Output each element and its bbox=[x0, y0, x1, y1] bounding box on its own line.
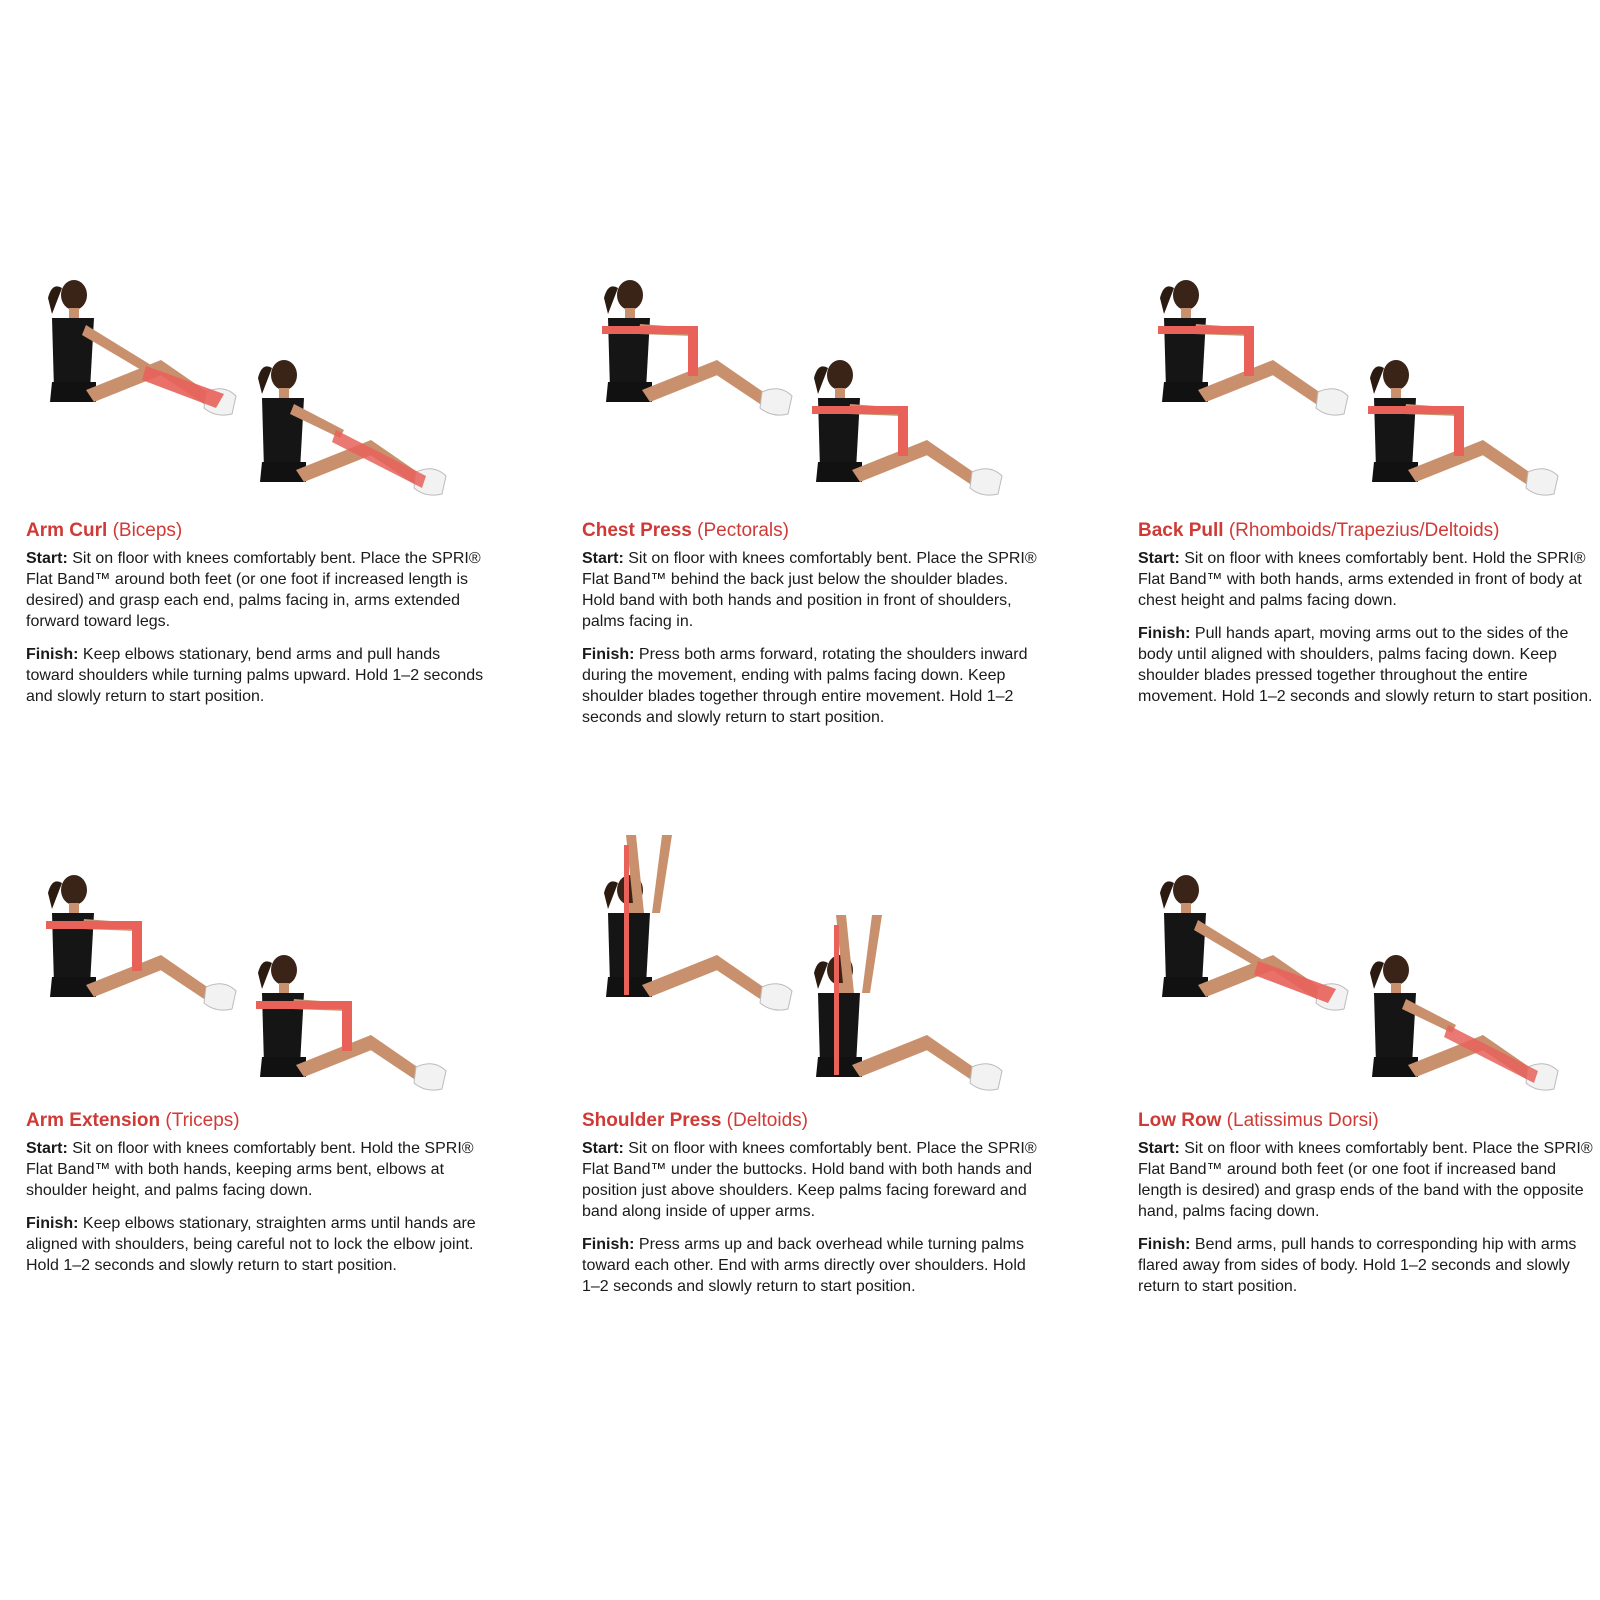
exercise-illustration bbox=[582, 810, 1042, 1100]
exercise-name: Arm Curl bbox=[26, 520, 108, 541]
start-text: Sit on floor with knees comfortably bent. Place the SPRI® Flat Band™ around both feet (or one foot if increased band length is desired) and grasp ends of the band with the opposite hand, palms facing down. bbox=[1138, 1140, 1593, 1220]
exercise-title bbox=[1138, 1110, 1598, 1132]
exercise-muscle: (Triceps) bbox=[165, 1110, 240, 1131]
finish-text: Press both arms forward, rotating the shoulders inward during the movement, ending with palms facing down. Keep shoulder blades together through entire movement. Hold 1–2 seconds and slowly return to start position. bbox=[582, 646, 1028, 726]
exercise-name: Arm Extension bbox=[26, 1110, 161, 1131]
start-text: Sit on floor with knees comfortably bent. Place the SPRI® Flat Band™ under the buttocks. Hold band with both hands and position just above shoulders. Keep palms facing foreward and band along inside of upper arms. bbox=[582, 1140, 1037, 1220]
start-label: Start: bbox=[582, 550, 624, 567]
finish-text: Pull hands apart, moving arms out to the sides of the body until aligned with shoulders, palms facing down. Keep shoulder blades pressed together throughout the entire movement. Hold 1–2 seconds and slowly return to start position. bbox=[1138, 625, 1593, 705]
finish-text: Keep elbows stationary, bend arms and pull hands toward shoulders while turning palms upward. Hold 1–2 seconds and slowly return to start position. bbox=[26, 646, 484, 705]
start-label: Start: bbox=[1138, 1140, 1180, 1157]
finish-instructions bbox=[1138, 1234, 1598, 1297]
exercise-illustration bbox=[582, 215, 1042, 505]
exercise-illustration bbox=[1138, 810, 1598, 1100]
start-text: Sit on floor with knees comfortably bent. Place the SPRI® Flat Band™ behind the back just below the shoulder blades. Hold band with both hands and position in front of shoulders, palms facing in. bbox=[582, 550, 1037, 630]
exercise-title bbox=[582, 520, 1042, 542]
exercise-illustration bbox=[26, 215, 486, 505]
finish-text: Keep elbows stationary, straighten arms until hands are aligned with shoulders, being careful not to lock the elbow joint. Hold 1–2 seconds and slowly return to start position. bbox=[26, 1215, 476, 1274]
exercise-title bbox=[582, 1110, 1042, 1132]
exercise-photo bbox=[26, 215, 486, 505]
exercise-muscle: (Latissimus Dorsi) bbox=[1226, 1110, 1379, 1131]
exercise-photo bbox=[582, 810, 1042, 1100]
finish-instructions bbox=[1138, 623, 1598, 707]
exercise-muscle: (Deltoids) bbox=[726, 1110, 808, 1131]
finish-label: Finish: bbox=[582, 646, 635, 663]
start-instructions bbox=[582, 548, 1042, 632]
finish-text: Press arms up and back overhead while turning palms toward each other. End with arms directly over shoulders. Hold 1–2 seconds and slowly return to start position. bbox=[582, 1236, 1026, 1295]
start-instructions bbox=[1138, 548, 1598, 611]
exercise-photo bbox=[1138, 810, 1598, 1100]
finish-label: Finish: bbox=[1138, 625, 1191, 642]
exercise-name: Back Pull bbox=[1138, 520, 1224, 541]
exercise-title bbox=[26, 520, 486, 542]
exercise-muscle: (Pectorals) bbox=[697, 520, 789, 541]
finish-label: Finish: bbox=[582, 1236, 635, 1253]
finish-instructions bbox=[582, 1234, 1042, 1297]
start-label: Start: bbox=[1138, 550, 1180, 567]
start-text: Sit on floor with knees comfortably bent. Hold the SPRI® Flat Band™ with both hands, keeping arms bent, elbows at shoulder height, and palms facing down. bbox=[26, 1140, 474, 1199]
finish-label: Finish: bbox=[26, 1215, 79, 1232]
exercise-illustration bbox=[1138, 215, 1598, 505]
start-label: Start: bbox=[26, 550, 68, 567]
finish-label: Finish: bbox=[26, 646, 79, 663]
exercise-photo bbox=[582, 215, 1042, 505]
exercise-photo bbox=[1138, 215, 1598, 505]
finish-instructions bbox=[26, 644, 486, 707]
exercise-name: Shoulder Press bbox=[582, 1110, 722, 1131]
exercise-photo bbox=[26, 810, 486, 1100]
exercise-name: Chest Press bbox=[582, 520, 692, 541]
start-instructions bbox=[582, 1138, 1042, 1222]
finish-instructions bbox=[582, 644, 1042, 728]
exercise-title bbox=[1138, 520, 1598, 542]
start-text: Sit on floor with knees comfortably bent. Place the SPRI® Flat Band™ around both feet (or one foot if increased length is desired) and grasp each end, palms facing in, arms extended forward toward legs. bbox=[26, 550, 481, 630]
finish-text: Bend arms, pull hands to corresponding hip with arms flared away from sides of body. Hold 1–2 seconds and slowly return to start position. bbox=[1138, 1236, 1577, 1295]
start-instructions bbox=[26, 548, 486, 632]
finish-instructions bbox=[26, 1213, 486, 1276]
exercise-muscle: (Biceps) bbox=[112, 520, 183, 541]
exercise-muscle: (Rhomboids/Trapezius/Deltoids) bbox=[1228, 520, 1500, 541]
exercise-illustration bbox=[26, 810, 486, 1100]
start-label: Start: bbox=[582, 1140, 624, 1157]
start-instructions bbox=[1138, 1138, 1598, 1222]
start-label: Start: bbox=[26, 1140, 68, 1157]
finish-label: Finish: bbox=[1138, 1236, 1191, 1253]
exercise-title bbox=[26, 1110, 486, 1132]
exercise-name: Low Row bbox=[1138, 1110, 1222, 1131]
start-text: Sit on floor with knees comfortably bent. Hold the SPRI® Flat Band™ with both hands, arms extended in front of body at chest height and palms facing down. bbox=[1138, 550, 1586, 609]
start-instructions bbox=[26, 1138, 486, 1201]
